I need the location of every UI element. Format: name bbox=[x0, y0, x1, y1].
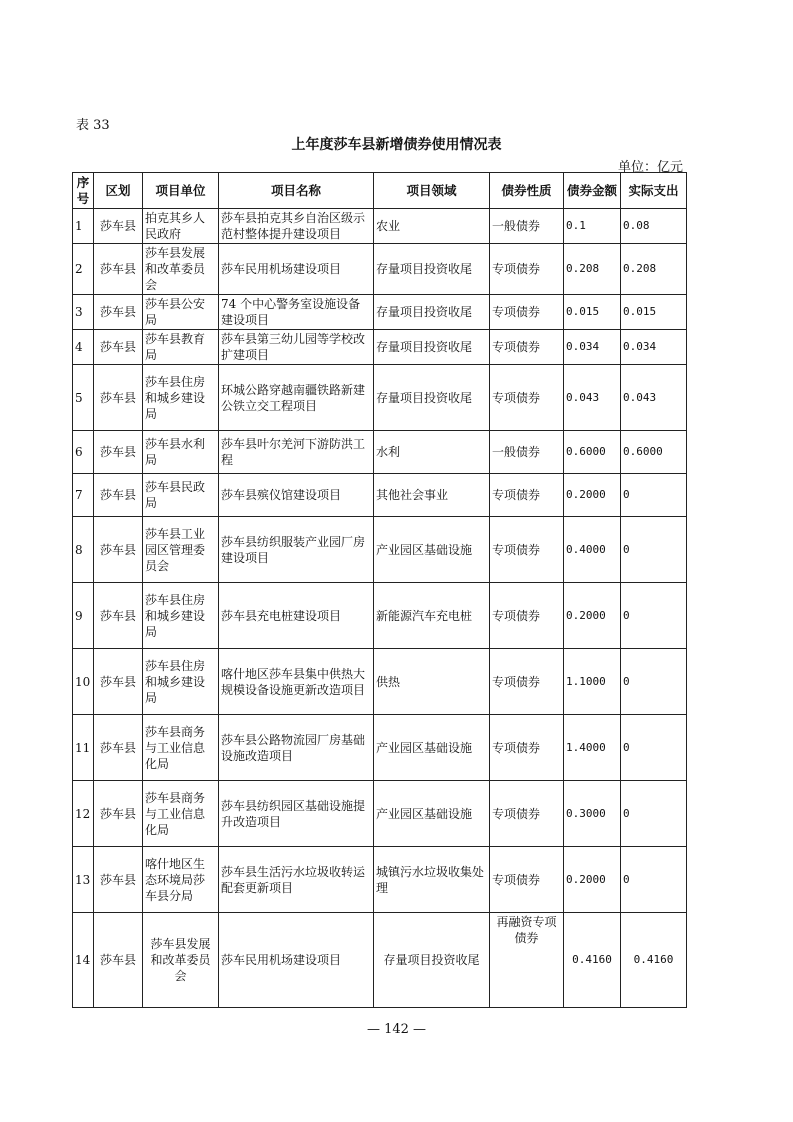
project-name-cell: 莎车县叶尔羌河下游防洪工程 bbox=[219, 431, 374, 474]
field-cell: 存量项目投资收尾 bbox=[374, 295, 490, 330]
project-name-cell: 74 个中心警务室设施设备建设项目 bbox=[219, 295, 374, 330]
actual-spend-cell: 0.4160 bbox=[621, 913, 687, 1008]
bond-type-cell: 专项债券 bbox=[490, 330, 564, 365]
unit-cell: 莎车县民政局 bbox=[143, 474, 219, 517]
unit-cell: 莎车县教育局 bbox=[143, 330, 219, 365]
header-cell: 项目单位 bbox=[143, 173, 219, 209]
field-cell: 农业 bbox=[374, 209, 490, 244]
actual-spend-cell: 0.08 bbox=[621, 209, 687, 244]
field-cell: 城镇污水垃圾收集处理 bbox=[374, 847, 490, 913]
region-cell: 莎车县 bbox=[94, 209, 143, 244]
region-cell: 莎车县 bbox=[94, 295, 143, 330]
unit-cell: 莎车县商务与工业信息化局 bbox=[143, 715, 219, 781]
region-cell: 莎车县 bbox=[94, 330, 143, 365]
bond-type-cell: 专项债券 bbox=[490, 474, 564, 517]
bond-type-cell: 专项债券 bbox=[490, 847, 564, 913]
bond-amount-cell: 1.4000 bbox=[564, 715, 621, 781]
project-name-cell: 莎车县殡仪馆建设项目 bbox=[219, 474, 374, 517]
field-cell: 存量项目投资收尾 bbox=[374, 330, 490, 365]
actual-spend-cell: 0.034 bbox=[621, 330, 687, 365]
bond-type-cell: 专项债券 bbox=[490, 244, 564, 295]
bond-amount-cell: 0.208 bbox=[564, 244, 621, 295]
table-row bbox=[73, 913, 687, 1008]
unit-cell: 喀什地区生态环境局莎车县分局 bbox=[143, 847, 219, 913]
header-cell: 项目领域 bbox=[374, 173, 490, 209]
bond-type-cell: 专项债券 bbox=[490, 715, 564, 781]
row-index: 9 bbox=[73, 583, 94, 649]
field-cell: 存量项目投资收尾 bbox=[374, 913, 490, 1008]
region-cell: 莎车县 bbox=[94, 715, 143, 781]
row-index: 11 bbox=[73, 715, 94, 781]
row-index: 10 bbox=[73, 649, 94, 715]
unit-cell: 拍克其乡人民政府 bbox=[143, 209, 219, 244]
region-cell: 莎车县 bbox=[94, 244, 143, 295]
region-cell: 莎车县 bbox=[94, 649, 143, 715]
row-index: 4 bbox=[73, 330, 94, 365]
project-name-cell: 喀什地区莎车县集中供热大规模设备设施更新改造项目 bbox=[219, 649, 374, 715]
header-cell: 债券金额 bbox=[564, 173, 621, 209]
actual-spend-cell: 0.043 bbox=[621, 365, 687, 431]
unit-cell: 莎车县发展和改革委员会 bbox=[143, 244, 219, 295]
field-cell: 水利 bbox=[374, 431, 490, 474]
project-name-cell: 环城公路穿越南疆铁路新建公铁立交工程项目 bbox=[219, 365, 374, 431]
project-name-cell: 莎车县纺织园区基础设施提升改造项目 bbox=[219, 781, 374, 847]
page-title: 上年度莎车县新增债券使用情况表 bbox=[291, 137, 502, 153]
table-row bbox=[73, 847, 687, 913]
unit-cell: 莎车县水利局 bbox=[143, 431, 219, 474]
unit-cell: 莎车县住房和城乡建设局 bbox=[143, 365, 219, 431]
region-cell: 莎车县 bbox=[94, 847, 143, 913]
bond-type-cell: 一般债券 bbox=[490, 209, 564, 244]
bond-type-cell: 专项债券 bbox=[490, 295, 564, 330]
debt-usage-table bbox=[72, 172, 687, 1008]
row-index: 8 bbox=[73, 517, 94, 583]
actual-spend-cell: 0.208 bbox=[621, 244, 687, 295]
bond-amount-cell: 0.034 bbox=[564, 330, 621, 365]
table-row bbox=[73, 330, 687, 365]
row-index: 13 bbox=[73, 847, 94, 913]
bond-amount-cell: 0.2000 bbox=[564, 474, 621, 517]
table-label: 表 33 bbox=[76, 118, 110, 133]
actual-spend-cell: 0 bbox=[621, 847, 687, 913]
table-row bbox=[73, 715, 687, 781]
bond-type-cell: 专项债券 bbox=[490, 649, 564, 715]
bond-amount-cell: 0.4160 bbox=[564, 913, 621, 1008]
header-cell: 实际支出 bbox=[621, 173, 687, 209]
region-cell: 莎车县 bbox=[94, 474, 143, 517]
bond-amount-cell: 0.2000 bbox=[564, 583, 621, 649]
bond-type-cell: 一般债券 bbox=[490, 431, 564, 474]
table-row bbox=[73, 781, 687, 847]
field-cell: 存量项目投资收尾 bbox=[374, 244, 490, 295]
table-row bbox=[73, 583, 687, 649]
table-row bbox=[73, 295, 687, 330]
field-cell: 产业园区基础设施 bbox=[374, 517, 490, 583]
table-row bbox=[73, 365, 687, 431]
header-cell: 区划 bbox=[94, 173, 143, 209]
row-index: 5 bbox=[73, 365, 94, 431]
region-cell: 莎车县 bbox=[94, 431, 143, 474]
field-cell: 产业园区基础设施 bbox=[374, 715, 490, 781]
bond-amount-cell: 1.1000 bbox=[564, 649, 621, 715]
bond-type-cell: 再融资专项债券 bbox=[490, 913, 564, 1008]
table-header-row bbox=[73, 173, 687, 209]
row-index: 14 bbox=[73, 913, 94, 1008]
project-name-cell: 莎车县充电桩建设项目 bbox=[219, 583, 374, 649]
header-cell: 债券性质 bbox=[490, 173, 564, 209]
region-cell: 莎车县 bbox=[94, 365, 143, 431]
region-cell: 莎车县 bbox=[94, 583, 143, 649]
project-name-cell: 莎车县纺织服装产业园厂房建设项目 bbox=[219, 517, 374, 583]
actual-spend-cell: 0 bbox=[621, 715, 687, 781]
bond-amount-cell: 0.2000 bbox=[564, 847, 621, 913]
field-cell: 产业园区基础设施 bbox=[374, 781, 490, 847]
unit-cell: 莎车县住房和城乡建设局 bbox=[143, 649, 219, 715]
row-index: 1 bbox=[73, 209, 94, 244]
row-index: 2 bbox=[73, 244, 94, 295]
bond-type-cell: 专项债券 bbox=[490, 517, 564, 583]
table-row bbox=[73, 431, 687, 474]
project-name-cell: 莎车县第三幼儿园等学校改扩建项目 bbox=[219, 330, 374, 365]
project-name-cell: 莎车民用机场建设项目 bbox=[219, 244, 374, 295]
bond-type-cell: 专项债券 bbox=[490, 583, 564, 649]
bond-amount-cell: 0.1 bbox=[564, 209, 621, 244]
field-cell: 存量项目投资收尾 bbox=[374, 365, 490, 431]
table-row bbox=[73, 517, 687, 583]
unit-cell: 莎车县公安局 bbox=[143, 295, 219, 330]
row-index: 6 bbox=[73, 431, 94, 474]
header-cell: 项目名称 bbox=[219, 173, 374, 209]
field-cell: 新能源汽车充电桩 bbox=[374, 583, 490, 649]
unit-label: 单位：亿元 bbox=[617, 160, 683, 175]
table-row bbox=[73, 244, 687, 295]
project-name-cell: 莎车民用机场建设项目 bbox=[219, 913, 374, 1008]
project-name-cell: 莎车县拍克其乡自治区级示范村整体提升建设项目 bbox=[219, 209, 374, 244]
bond-amount-cell: 0.043 bbox=[564, 365, 621, 431]
bond-amount-cell: 0.4000 bbox=[564, 517, 621, 583]
project-name-cell: 莎车县生活污水垃圾收转运配套更新项目 bbox=[219, 847, 374, 913]
table-row bbox=[73, 649, 687, 715]
region-cell: 莎车县 bbox=[94, 913, 143, 1008]
actual-spend-cell: 0 bbox=[621, 649, 687, 715]
row-index: 7 bbox=[73, 474, 94, 517]
actual-spend-cell: 0 bbox=[621, 583, 687, 649]
unit-cell: 莎车县住房和城乡建设局 bbox=[143, 583, 219, 649]
page-number: — 142 — bbox=[366, 1022, 427, 1037]
row-index: 12 bbox=[73, 781, 94, 847]
actual-spend-cell: 0 bbox=[621, 517, 687, 583]
actual-spend-cell: 0 bbox=[621, 474, 687, 517]
field-cell: 其他社会事业 bbox=[374, 474, 490, 517]
bond-amount-cell: 0.6000 bbox=[564, 431, 621, 474]
table-row bbox=[73, 209, 687, 244]
bond-type-cell: 专项债券 bbox=[490, 365, 564, 431]
bond-amount-cell: 0.015 bbox=[564, 295, 621, 330]
region-cell: 莎车县 bbox=[94, 517, 143, 583]
unit-cell: 莎车县商务与工业信息化局 bbox=[143, 781, 219, 847]
project-name-cell: 莎车县公路物流园厂房基础设施改造项目 bbox=[219, 715, 374, 781]
row-index: 3 bbox=[73, 295, 94, 330]
header-cell: 序号 bbox=[73, 173, 94, 209]
field-cell: 供热 bbox=[374, 649, 490, 715]
unit-cell: 莎车县工业园区管理委员会 bbox=[143, 517, 219, 583]
region-cell: 莎车县 bbox=[94, 781, 143, 847]
actual-spend-cell: 0 bbox=[621, 781, 687, 847]
bond-type-cell: 专项债券 bbox=[490, 781, 564, 847]
actual-spend-cell: 0.015 bbox=[621, 295, 687, 330]
actual-spend-cell: 0.6000 bbox=[621, 431, 687, 474]
unit-cell: 莎车县发展和改革委员会 bbox=[143, 913, 219, 1008]
table-row bbox=[73, 474, 687, 517]
bond-amount-cell: 0.3000 bbox=[564, 781, 621, 847]
